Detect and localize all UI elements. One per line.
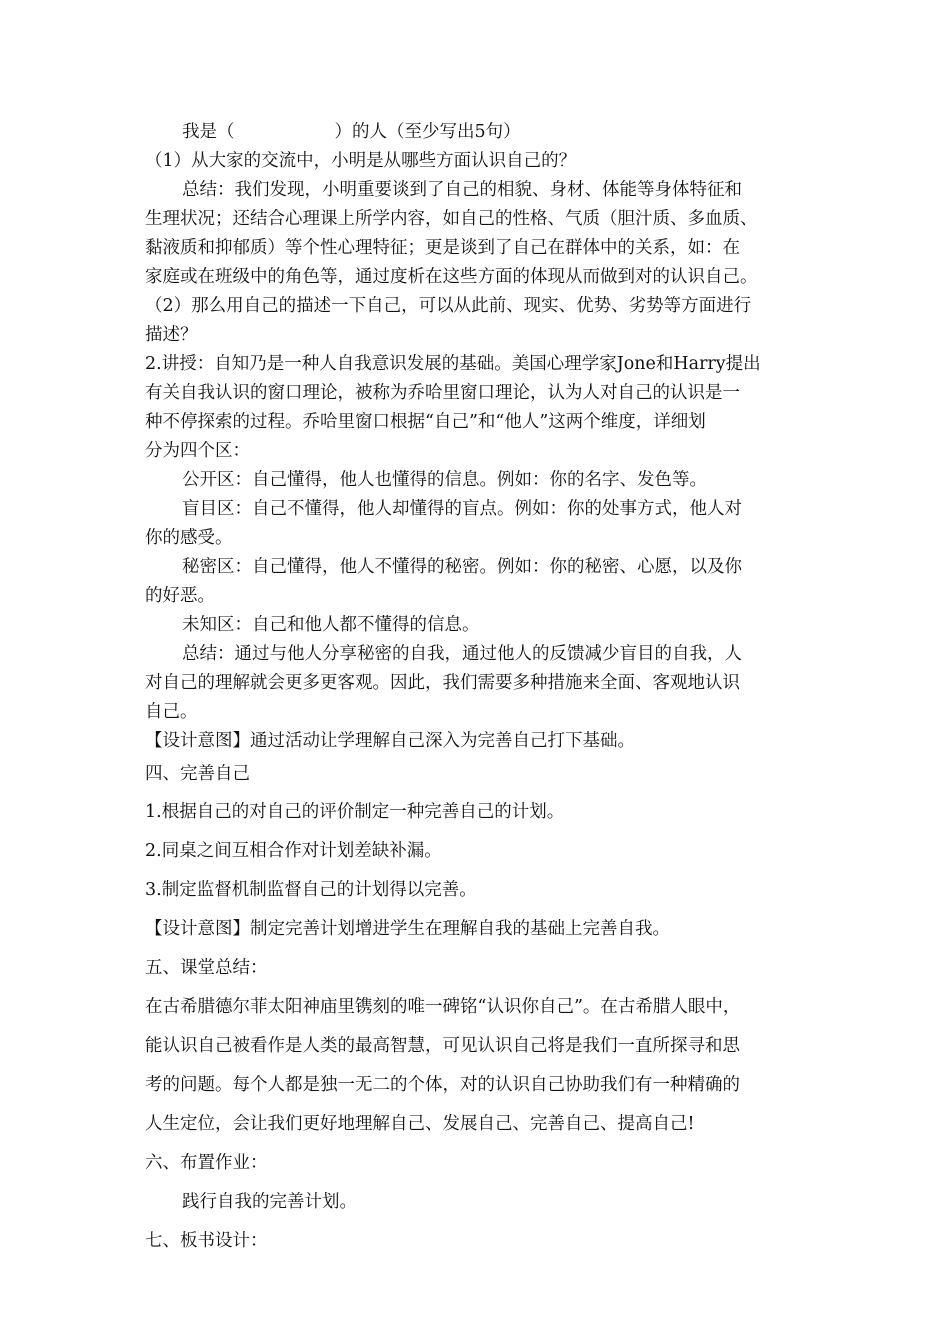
zone-blind-line: 你的感受。 (145, 528, 233, 548)
summary-2-line: 总结：通过与他人分享秘密的自我，通过他人的反馈减少盲目的自我，人 (182, 644, 742, 664)
question-1: （1）从大家的交流中，小明是从哪些方面认识自己的？ (145, 151, 577, 171)
summary-1-line: 总结：我们发现，小明重要谈到了自己的相貌、身材、体能等身体特征和 (182, 180, 742, 200)
zone-secret-line: 秘密区：自己懂得，他人不懂得的秘密。例如：你的秘密、心愿，以及你 (182, 557, 742, 577)
summary-1-line: 家庭或在班级中的角色等，通过度析在这些方面的体现从而做到对的认识自己。 (145, 267, 758, 287)
zone-blind-line: 盲目区：自己不懂得，他人却懂得的盲点。例如：你的处事方式，他人对 (182, 499, 742, 519)
summary-2-line: 自己。 (145, 702, 198, 722)
section-5-line: 在古希腊德尔菲太阳神庙里镌刻的唯一碑铭“认识你自己”。在古希腊人眼中， (145, 997, 741, 1017)
section-7-heading: 七、板书设计： (145, 1231, 268, 1251)
section-4-item: 2.同桌之间互相合作对计划差缺补漏。 (145, 841, 442, 861)
lecture-line: 分为四个区： (145, 441, 250, 461)
question-2-line: （2）那么用自己的描述一下自己，可以从此前、现实、优势、劣势等方面进行 (145, 296, 752, 316)
section-4-item: 1.根据自己的对自己的评价制定一种完善自己的计划。 (145, 802, 565, 822)
section-6-text: 践行自我的完善计划。 (182, 1192, 357, 1212)
question-2-line: 描述？ (145, 325, 198, 345)
zone-unknown: 未知区：自己和他人都不懂得的信息。 (182, 615, 480, 635)
summary-1-line: 黏液质和抑郁质）等个性心理特征；更是谈到了自己在群体中的关系，如：在 (145, 238, 740, 258)
zone-open: 公开区：自己懂得，他人也懂得的信息。例如：你的名字、发色等。 (182, 470, 707, 490)
lecture-line: 种不停探索的过程。乔哈里窗口根据“自己”和“他人”这两个维度，详细划 (145, 412, 706, 432)
lecture-line: 有关自我认识的窗口理论，被称为乔哈里窗口理论，认为人对自己的认识是一 (145, 383, 740, 403)
section-6-heading: 六、布置作业： (145, 1153, 268, 1173)
section-4-heading: 四、完善自己 (145, 764, 250, 784)
intro-line (145, 118, 825, 147)
design-intent-2: 【设计意图】制定完善计划增进学生在理解自我的基础上完善自我。 (145, 919, 670, 939)
section-5-line: 人生定位，会让我们更好地理解自己、发展自己、完善自己、提高自己! (145, 1114, 695, 1134)
zone-secret-line: 的好恶。 (145, 586, 215, 606)
lecture-line: 2.讲授：自知乃是一种人自我意识发展的基础。美国心理学家Jone和Harry提出 (145, 354, 761, 374)
intro-prefix: 我是（ (182, 122, 235, 142)
summary-2-line: 对自己的理解就会更多更客观。因此，我们需要多种措施来全面、客观地认识 (145, 673, 740, 693)
summary-1-line: 生理状况；还结合心理课上所学内容，如自己的性格、气质（胆汁质、多血质、 (145, 209, 758, 229)
intro-suffix: ）的人（至少写出5句） (334, 122, 521, 142)
document-body (145, 118, 825, 1261)
section-4-item: 3.制定监督机制监督自己的计划得以完善。 (145, 880, 477, 900)
section-5-heading: 五、课堂总结： (145, 958, 268, 978)
section-5-line: 考的问题。每个人都是独一无二的个体，对的认识自己协助我们有一种精确的 (145, 1075, 740, 1095)
design-intent-1: 【设计意图】通过活动让学理解自己深入为完善自己打下基础。 (145, 731, 635, 751)
section-5-line: 能认识自己被看作是人类的最高智慧，可见认识自己将是我们一直所探寻和思 (145, 1036, 740, 1056)
